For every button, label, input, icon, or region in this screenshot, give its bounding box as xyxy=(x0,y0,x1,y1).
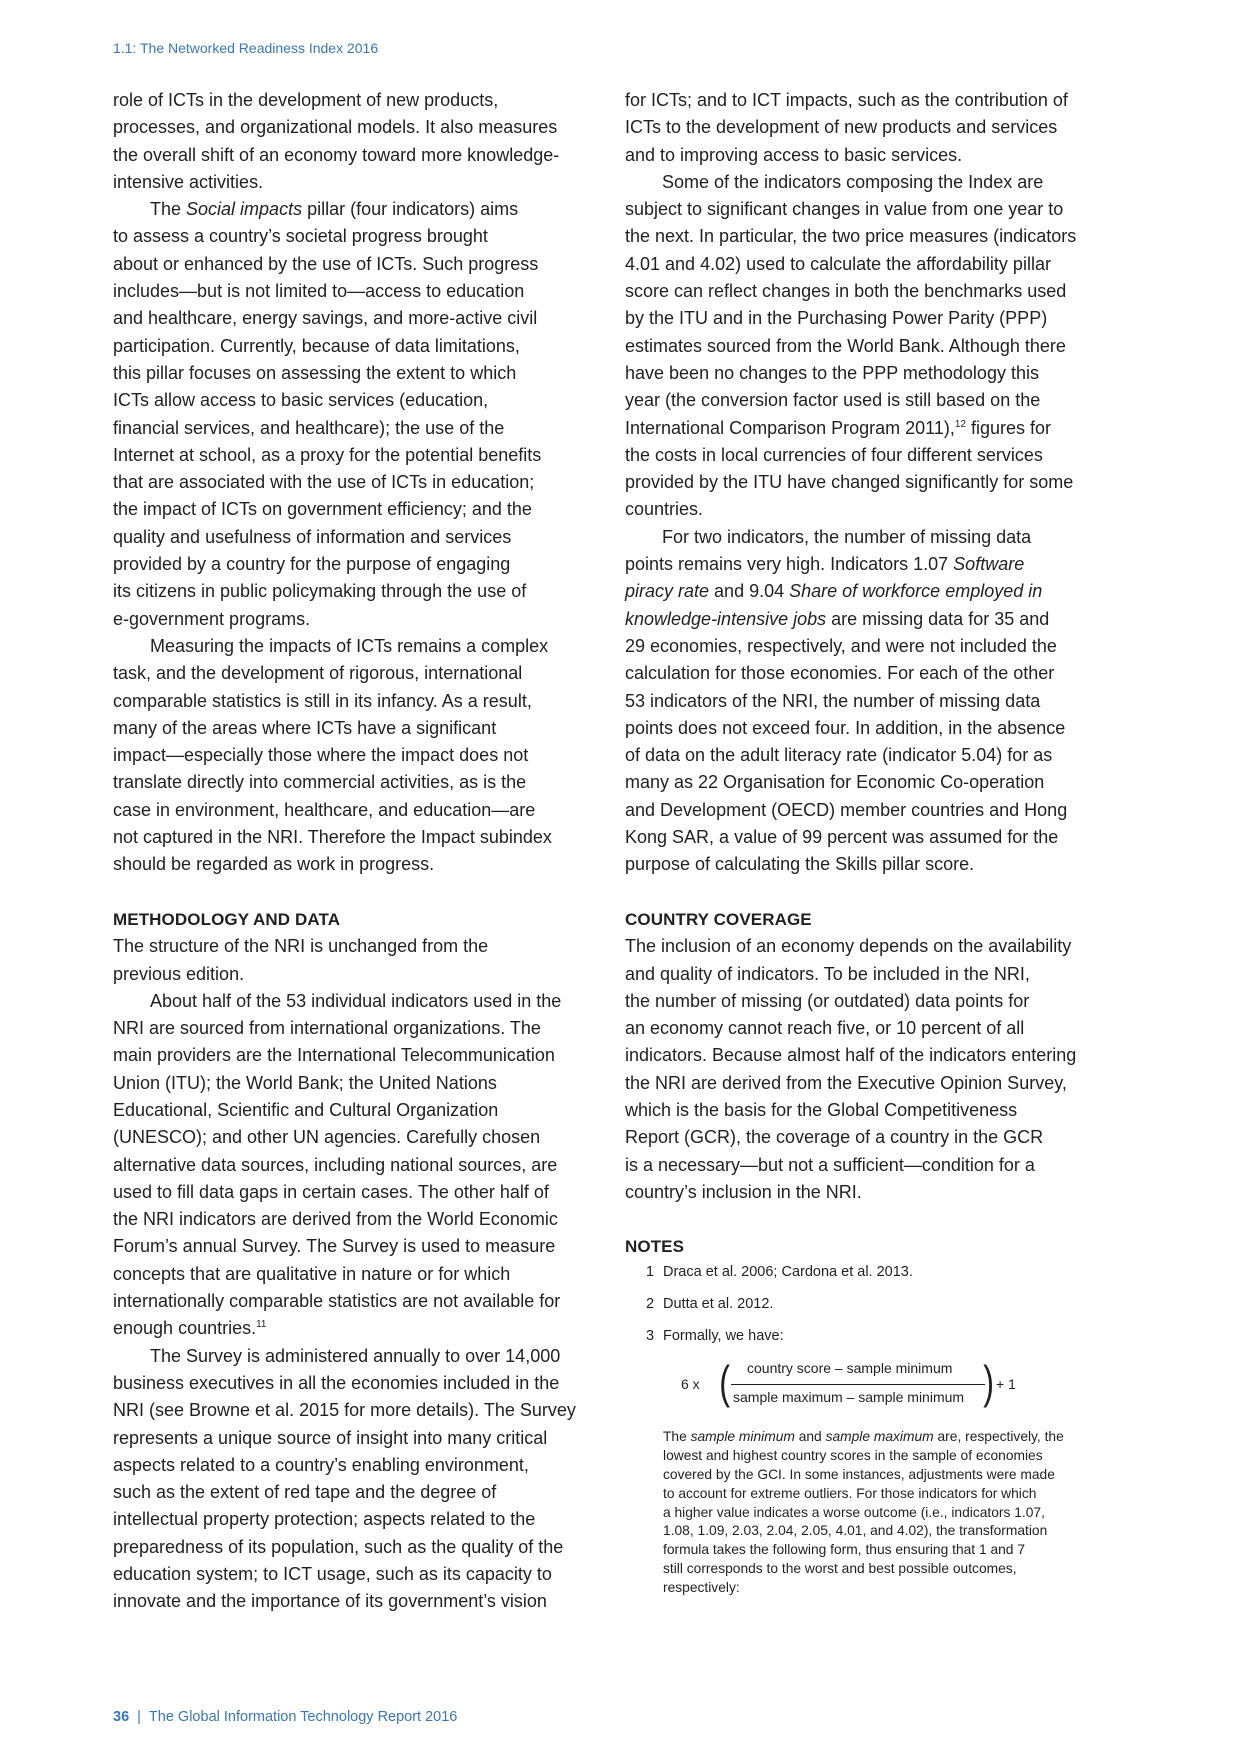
paragraph-first-line xyxy=(113,196,593,223)
text-line: lowest and highest country scores in the sample of economies xyxy=(663,1447,1043,1463)
text-segment[interactable]: enough countries. xyxy=(113,1318,257,1339)
text-line: Educational, Scientific and Cultural Organization xyxy=(113,1099,499,1120)
text-line: 29 economies, respectively, and were not included the xyxy=(625,635,1057,656)
fraction-bar xyxy=(731,1384,985,1385)
text-line: processes, and organizational models. It also measures xyxy=(113,117,558,138)
paragraph-first-line xyxy=(113,1343,593,1370)
text-line: covered by the GCI. In some instances, adjustments were made xyxy=(663,1466,1055,1482)
section-heading: COUNTRY COVERAGE xyxy=(625,909,812,929)
running-header: 1.1: The Networked Readiness Index 2016 xyxy=(113,40,379,56)
note-text: Dutta et al. 2012. xyxy=(663,1296,774,1312)
text-line xyxy=(625,415,1105,442)
text-line: about or enhanced by the use of ICTs. Such progress xyxy=(113,253,539,274)
text-line: to account for extreme outliers. For those indicators for which xyxy=(663,1485,1037,1501)
text-line: concepts that are qualitative in nature or for which xyxy=(113,1263,511,1284)
text-line: Forum’s annual Survey. The Survey is used to measure xyxy=(113,1236,556,1257)
text-line: calculation for those economies. For each of the other xyxy=(625,663,1055,684)
footer-separator: | xyxy=(137,1709,141,1725)
text-line: main providers are the International Telecommunication xyxy=(113,1045,555,1066)
text-line: task, and the development of rigorous, international xyxy=(113,663,523,684)
text-line: impact—especially those where the impact does not xyxy=(113,745,529,766)
formula-right-paren: ) xyxy=(983,1356,995,1408)
text-line: formula takes the following form, thus ensuring that 1 and 7 xyxy=(663,1542,1025,1558)
text-line: preparedness of its population, such as the quality of the xyxy=(113,1536,564,1557)
text-line: The inclusion of an economy depends on the availability xyxy=(625,936,1072,957)
text-line: the next. In particular, the two price measures (indicators xyxy=(625,226,1077,247)
text-line: ICTs allow access to basic services (education, xyxy=(113,390,489,411)
text-line: countries. xyxy=(625,499,704,520)
footnote-ref[interactable]: 12 xyxy=(954,418,966,430)
left-column xyxy=(113,87,593,1616)
text-line: is a necessary—but not a sufficient—condition for a xyxy=(625,1154,1035,1175)
paragraph-first-line xyxy=(625,169,1105,196)
formula-denominator: sample maximum – sample minimum xyxy=(733,1389,965,1405)
text-line: the NRI are derived from the Executive Opinion Survey, xyxy=(625,1072,1067,1093)
text-line: business executives in all the economies included in the xyxy=(113,1372,560,1393)
text-line: its citizens in public policymaking through the use of xyxy=(113,581,527,602)
text-line: to assess a country’s societal progress brought xyxy=(113,226,488,247)
page-footer xyxy=(113,1709,457,1725)
text-line: estimates sourced from the World Bank. Although there xyxy=(625,335,1066,356)
text-line: includes—but is not limited to—access to education xyxy=(113,281,525,302)
text-line: which is the basis for the Global Competitiveness xyxy=(625,1099,1018,1120)
text-segment[interactable]: For two indicators, the number of missing data xyxy=(662,526,1032,547)
text-line: quality and usefulness of information and services xyxy=(113,526,512,547)
text-line: such as the extent of red tape and the degree of xyxy=(113,1482,497,1503)
text-line: internationally comparable statistics are not available for xyxy=(113,1291,561,1312)
text-line: should be regarded as work in progress. xyxy=(113,854,435,875)
text-line: represents a unique source of insight into many critical xyxy=(113,1427,548,1448)
text-line: many of the areas where ICTs have a significant xyxy=(113,717,497,738)
text-line: by the ITU and in the Purchasing Power Parity (PPP) xyxy=(625,308,1048,329)
note-item xyxy=(646,1324,1096,1356)
text-line: and Development (OECD) member countries and Hong xyxy=(625,799,1068,820)
text-segment[interactable]: are, respectively, the xyxy=(933,1429,1064,1444)
text-segment[interactable]: and 9.04 xyxy=(709,581,790,602)
page-number: 36 xyxy=(113,1709,130,1725)
note-number: 2 xyxy=(646,1296,655,1312)
formula-addend: + 1 xyxy=(996,1376,1016,1392)
right-column xyxy=(625,87,1105,1261)
text-line: not captured in the NRI. Therefore the Impact subindex xyxy=(113,827,552,848)
report-title: The Global Information Technology Report 2016 xyxy=(148,1709,458,1725)
formula-left-paren: ( xyxy=(719,1356,731,1408)
text-line: a higher value indicates a worse outcome (i.e., indicators 1.07, xyxy=(663,1504,1045,1520)
note-item xyxy=(646,1292,1096,1324)
text-segment[interactable]: and xyxy=(794,1429,826,1444)
text-line: Kong SAR, a value of 99 percent was assumed for the xyxy=(625,827,1059,848)
text-line: this pillar focuses on assessing the extent to which xyxy=(113,362,517,383)
text-segment[interactable]: pillar (four indicators) aims xyxy=(302,199,519,220)
italic-term: Social impacts xyxy=(186,199,303,220)
text-line: the overall shift of an economy toward more knowledge- xyxy=(113,144,560,165)
text-line: score can reflect changes in both the benchmarks used xyxy=(625,281,1067,302)
italic-term: knowledge-intensive jobs xyxy=(625,608,827,629)
text-line: the number of missing (or outdated) data points for xyxy=(625,990,1030,1011)
footnote-ref[interactable]: 11 xyxy=(256,1319,267,1331)
italic-term: piracy rate xyxy=(625,581,710,602)
text-line: the costs in local currencies of four different services xyxy=(625,444,1043,465)
normalization-formula xyxy=(681,1356,1041,1416)
text-line xyxy=(625,551,1105,578)
section-heading: METHODOLOGY AND DATA xyxy=(113,909,341,929)
text-line: education system; to ICT usage, such as its capacity to xyxy=(113,1564,552,1585)
italic-term: Software xyxy=(953,554,1025,575)
note-number: 1 xyxy=(646,1264,655,1280)
italic-term: Share of workforce employed in xyxy=(789,581,1043,602)
text-line xyxy=(625,578,1105,605)
paragraph-first-line xyxy=(113,633,593,660)
text-line: provided by the ITU have changed significantly for some xyxy=(625,472,1074,493)
text-line: comparable statistics is still in its infancy. As a result, xyxy=(113,690,532,711)
note-item xyxy=(646,1260,1096,1292)
text-line: previous edition. xyxy=(113,963,245,984)
section-heading: NOTES xyxy=(625,1237,685,1257)
text-line: NRI (see Browne et al. 2015 for more details). The Survey xyxy=(113,1400,576,1421)
text-line: Report (GCR), the coverage of a country in the GCR xyxy=(625,1127,1044,1148)
text-segment[interactable]: About half of the 53 individual indicators used in the xyxy=(150,990,562,1011)
text-line: (UNESCO); and other UN agencies. Carefully chosen xyxy=(113,1127,541,1148)
text-line: translate directly into commercial activities, as is the xyxy=(113,772,527,793)
blank-line xyxy=(113,879,593,906)
text-line: The structure of the NRI is unchanged from the xyxy=(113,936,489,957)
note-number: 3 xyxy=(646,1328,655,1344)
text-line: of data on the adult literacy rate (indicator 5.04) for as xyxy=(625,745,1053,766)
text-segment[interactable]: The xyxy=(663,1429,691,1444)
text-line: Union (ITU); the World Bank; the United Nations xyxy=(113,1072,497,1093)
text-line: the NRI indicators are derived from the World Economic xyxy=(113,1209,558,1230)
italic-term: sample maximum xyxy=(825,1429,934,1444)
notes-list xyxy=(646,1260,1096,1356)
blank-line xyxy=(625,879,1105,906)
text-line xyxy=(113,1315,593,1342)
text-line: NRI are sourced from international organizations. The xyxy=(113,1018,541,1039)
text-line: many as 22 Organisation for Economic Co-operation xyxy=(625,772,1045,793)
text-line: role of ICTs in the development of new products, xyxy=(113,90,499,110)
text-line: participation. Currently, because of data limitations, xyxy=(113,335,520,356)
text-line: intellectual property protection; aspects related to the xyxy=(113,1509,536,1530)
text-line: Internet at school, as a proxy for the potential benefits xyxy=(113,444,542,465)
text-line: case in environment, healthcare, and education—are xyxy=(113,799,536,820)
text-line: for ICTs; and to ICT impacts, such as the contribution of xyxy=(625,90,1068,110)
text-line: and to improving access to basic services. xyxy=(625,144,963,165)
text-line: indicators. Because almost half of the indicators entering xyxy=(625,1045,1077,1066)
text-line: alternative data sources, including national sources, are xyxy=(113,1154,558,1175)
text-line: innovate and the importance of its government’s vision xyxy=(113,1591,547,1612)
note-text: Draca et al. 2006; Cardona et al. 2013. xyxy=(663,1264,913,1280)
formula-multiplier: 6 x xyxy=(681,1376,700,1392)
text-segment[interactable]: International Comparison Program 2011), xyxy=(625,417,955,438)
text-line: subject to significant changes in value from one year to xyxy=(625,199,1064,220)
text-line: and healthcare, energy savings, and more-active civil xyxy=(113,308,538,329)
text-line: aspects related to a country’s enabling environment, xyxy=(113,1454,529,1475)
text-line: 53 indicators of the NRI, the number of missing data xyxy=(625,690,1041,711)
text-segment[interactable]: The Survey is administered annually to over 14,000 xyxy=(150,1345,561,1366)
blank-line xyxy=(625,1206,1105,1233)
text-line: 1.08, 1.09, 2.03, 2.04, 2.05, 4.01, and 4.02), the transformation xyxy=(663,1523,1048,1539)
text-line: have been no changes to the PPP methodology this xyxy=(625,362,1039,383)
italic-term: sample minimum xyxy=(690,1429,795,1444)
note-explanation xyxy=(663,1428,1103,1598)
note-text: Formally, we have: xyxy=(663,1328,784,1344)
text-line: 4.01 and 4.02) used to calculate the affordability pillar xyxy=(625,253,1051,274)
text-line: an economy cannot reach five, or 10 percent of all xyxy=(625,1018,1025,1039)
text-line: country’s inclusion in the NRI. xyxy=(625,1181,862,1202)
text-segment[interactable]: points remains very high. Indicators 1.07 xyxy=(625,554,954,575)
text-line: used to fill data gaps in certain cases. The other half of xyxy=(113,1181,549,1202)
text-line xyxy=(625,606,1105,633)
text-line: respectively: xyxy=(663,1580,740,1596)
text-line: purpose of calculating the Skills pillar score. xyxy=(625,854,975,875)
paragraph-first-line xyxy=(625,524,1105,551)
text-line: financial services, and healthcare); the use of the xyxy=(113,417,505,438)
text-segment[interactable]: Measuring the impacts of ICTs remains a complex xyxy=(150,635,549,656)
text-line: intensive activities. xyxy=(113,171,264,192)
text-segment[interactable]: The xyxy=(150,199,187,220)
text-line: ICTs to the development of new products and services xyxy=(625,117,1058,138)
text-line: that are associated with the use of ICTs in education; xyxy=(113,472,535,493)
text-line: year (the conversion factor used is still based on the xyxy=(625,390,1041,411)
text-line: the impact of ICTs on government efficiency; and the xyxy=(113,499,532,520)
text-segment[interactable]: are missing data for 35 and xyxy=(826,608,1050,629)
text-line: and quality of indicators. To be included in the NRI, xyxy=(625,963,1030,984)
text-segment[interactable]: figures for xyxy=(965,417,1052,438)
text-line: e-government programs. xyxy=(113,608,311,629)
paragraph-first-line xyxy=(113,988,593,1015)
text-line: still corresponds to the worst and best possible outcomes, xyxy=(663,1561,1017,1577)
text-segment[interactable]: Some of the indicators composing the Index are xyxy=(662,171,1044,192)
text-line xyxy=(663,1428,1103,1447)
formula-numerator: country score – sample minimum xyxy=(747,1360,953,1376)
text-line: points does not exceed four. In addition, in the absence xyxy=(625,717,1066,738)
text-line: provided by a country for the purpose of engaging xyxy=(113,554,511,575)
